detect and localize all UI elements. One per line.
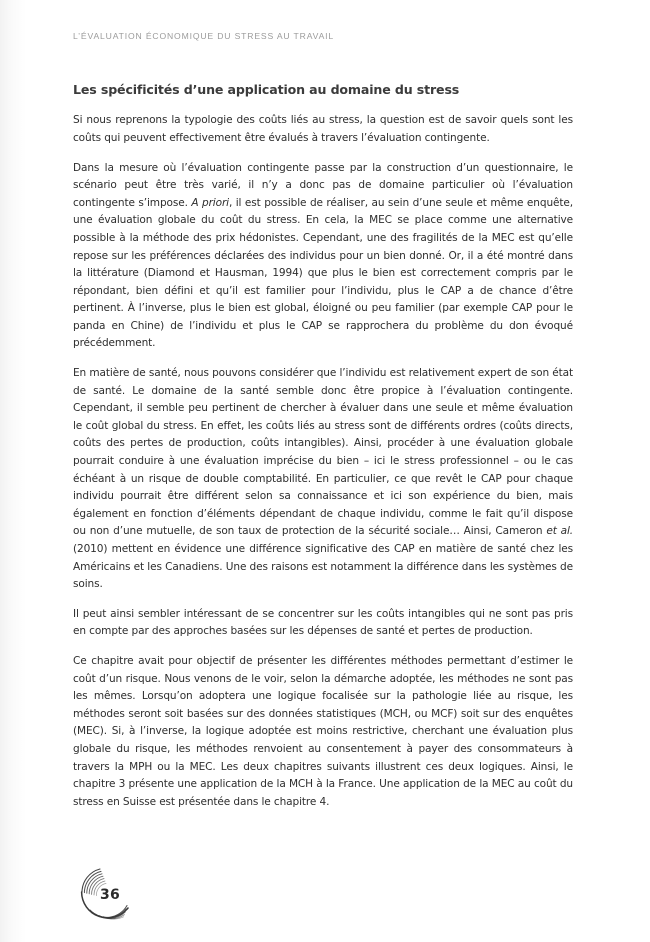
- paragraph-4-text: Il peut ainsi sembler intéressant de se concentrer sur les coûts intangibles qui ne sont pas pris en compte par des approches basées sur les dépenses de santé et pertes de production.: [73, 607, 573, 638]
- italic-a-priori: A priori: [191, 196, 229, 209]
- italic-et-al: et al.: [546, 525, 573, 538]
- paragraph-3: [73, 365, 573, 594]
- page-number: 36: [100, 886, 120, 903]
- paragraph-1-text: Si nous reprenons la typologie des coûts liés au stress, la question est de savoir quels sont les coûts qui peuvent effectivement être évalués à travers l’évaluation contingente.: [73, 114, 573, 144]
- paragraph-1: [73, 112, 573, 147]
- paragraph-2-text-a: Dans la mesure où l’évaluation contingente passe par la construction d’un questionnaire, le scénario peut être très varié, il n’y a donc pas de domaine particulier où l’évaluation contingente s’impose.: [73, 161, 573, 209]
- paragraph-5-text: Ce chapitre avait pour objectif de présenter les différentes méthodes permettant d’estimer le coût d’un risque. Nous venons de le voir, selon la démarche adoptée, les méthodes ne sont pas les mêmes. Lorsqu’on adoptera une logique focalisée sur la pathologie liée au risque, les méthodes seront soit basées sur des données statistiques (MCH, ou MCF) soit sur des enquêtes (MEC). Si, à l’inverse, la logique adoptée est moins restrictive, cherchant une évaluation plus globale du risque, les méthodes renvoient au consentement à payer des consommateurs à travers la MPH ou la MEC. Les deux chapitres suivants illustrent ces deux logiques. Ainsi, le chapitre 3 présente une application de la MCH à la France. Une application de la MEC au coût du stress en Suisse est présentée dans le chapitre 4.: [73, 654, 573, 808]
- paragraph-5: [73, 653, 573, 811]
- running-head: L’ÉVALUATION ÉCONOMIQUE DU STRESS AU TRAVAIL: [73, 31, 335, 41]
- paragraph-2-text-b: , il est possible de réaliser, au sein d’une seule et même enquête, une évaluation globale du coût du stress. En cela, la MEC se place comme une alternative possible à la méthode des prix hédonistes. Cependant, une des fragilités de la MEC est qu’elle repose sur les préférences déclarées des individus pour un bien donné. Or, il a été montré dans la littérature (Diamond et Hausman, 1994) que plus le bien est correctement compris par le répondant, bien défini et qu’il est familier pour l’individu, plus le CAP a de chance d’être pertinent. À l’inverse, plus le bien est global, éloigné ou peu familier (par exemple CAP pour le panda en Chine) de l’individu et plus le CAP se rapprochera du problème du don évoqué précédemment.: [73, 196, 573, 350]
- text-column: [73, 82, 573, 811]
- paragraph-3-text-a: En matière de santé, nous pouvons considérer que l’individu est relativement expert de son état de santé. Le domaine de la santé semble donc être propice à l’évaluation contingente. Cependant, il semble peu pertinent de chercher à évaluer dans une seule et même évaluation le coût global du stress. En effet, les coûts liés au stress sont de différents ordres (coûts directs, coûts des pertes de production, coûts intangibles). Ainsi, procéder à une évaluation globale pourrait conduire à une évaluation imprécise du bien – ici le stress professionnel – ou le cas échéant à un risque de double comptabilité. En particulier, ce que revêt le CAP pour chaque individu pourrait être différent selon sa connaissance et ici son expérience du bien, mais également en fonction d’éléments dépendant de chaque individu, comme le fait qu’il dispose ou non d’une mutuelle, de son taux de protection de la sécurité sociale… Ainsi, Cameron: [73, 367, 573, 538]
- paragraph-2: [73, 160, 573, 354]
- paragraph-3-text-b: (2010) mettent en évidence une différence significative des CAP en matière de santé chez les Américains et les Canadiens. Une des raisons est notamment la différence dans les systèmes de soins.: [73, 543, 573, 591]
- page-title: Les spécificités d’une application au domaine du stress: [73, 82, 460, 97]
- paragraph-4: [73, 606, 573, 641]
- page-folio: [70, 858, 146, 934]
